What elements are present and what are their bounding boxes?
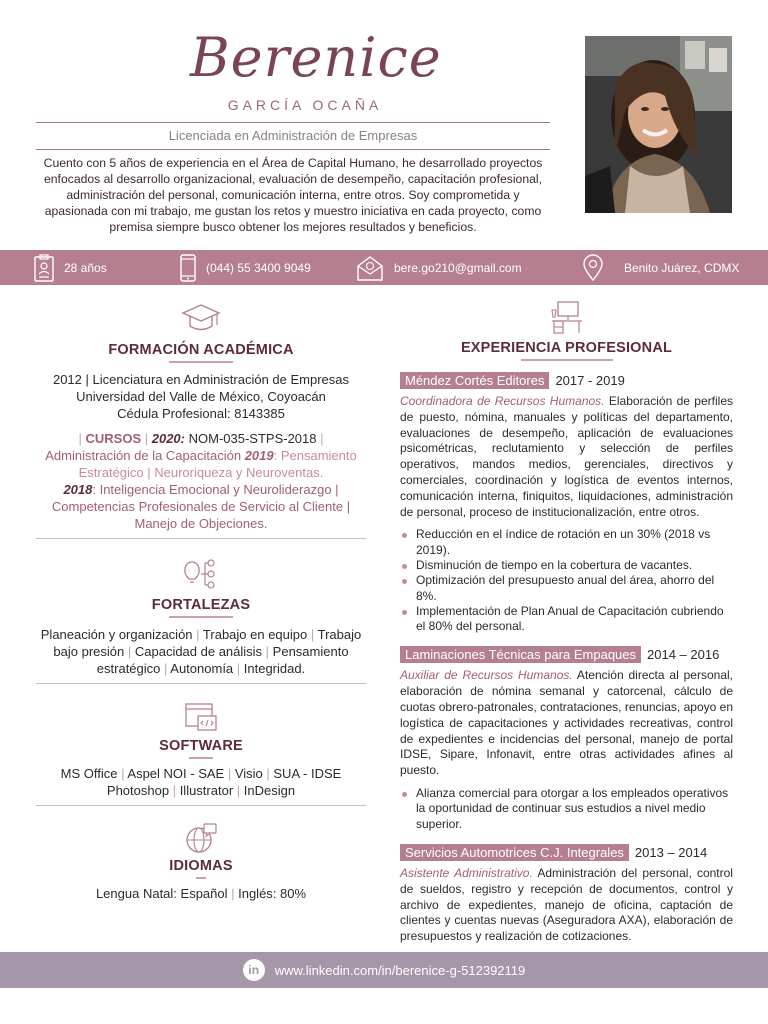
course-2019-list: : Pensamiento Estratégico | Neuroriqueza y Neuroventas.	[78, 448, 357, 480]
job-role: Asistente Administrativo.	[400, 865, 533, 880]
location-text: Benito Juárez, CDMX	[624, 260, 740, 275]
strength-item: Trabajo en equipo	[202, 627, 308, 642]
strengths-list: Planeación y organización | Trabajo en equipo | Trabajo bajo presión | Capacidad de análisis | Pensamiento estratégico | Autonomía | Integridad.	[40, 627, 362, 676]
achievement-item: Disminución de tiempo en la cobertura de vacantes.	[400, 558, 733, 573]
email-icon	[356, 255, 384, 281]
contact-location	[582, 250, 739, 285]
course-year-2019: 2019	[244, 448, 274, 463]
job-description	[400, 866, 733, 945]
id-card-icon	[34, 254, 54, 282]
contact-age	[34, 250, 107, 285]
profile-summary: Cuento con 5 años de experiencia en el Área de Capital Humano, he desarrollado proyectos enfocados al desarrollo organizacional, evaluación de desempeño, capacitación profesional, administración del personal, comunicación interna, entre otros. Soy comprometida y apasionada con mi trabajo, me gustan los retos y muestro iniciativa en cada proyecto, como premisa siempre busco obtener los mejores resultados y beneficios.	[43, 156, 543, 235]
education-courses: | CURSOS | 2020: NOM-035-STPS-2018 | Administración de la Capacitación 2019: Pensamiento Estratégico | Neuroriqueza y Neuroventas. 2018: Inteligencia Emocional y Neuroliderazgo | Competencias Profesionales de Servicio al Cliente | Manejo de Objeciones.	[36, 430, 366, 532]
software-item: Photoshop	[106, 783, 170, 798]
strength-item: Pensamiento estratégico	[96, 644, 349, 676]
title-underline	[189, 757, 213, 759]
cedula-line: Cédula Profesional: 8143385	[117, 406, 285, 421]
strength-item: Integridad.	[243, 661, 306, 676]
phone-text: (044) 55 3400 9049	[206, 260, 311, 275]
achievement-item: Implementación de Plan Anual de Capacitación cubriendo el 80% del personal.	[400, 604, 733, 635]
profile-photo	[585, 36, 732, 213]
section-separator	[36, 538, 366, 539]
education-title: FORMACIÓN ACADÉMICA	[108, 342, 294, 358]
language-native: Lengua Natal: Español	[95, 886, 228, 901]
lightbulb-network-icon	[181, 557, 221, 591]
job-desc-text: Elaboración de perfiles de puesto, nómina, manuales y políticas del departamento, evaluaciones de desempeño, aplicación de evaluaciones psicométricas, reclutamiento y selección de perfiles operativos, mandos medios, gerenciales, directivos y comerciales, coordinación y logística de eventos internos, comunicación interna, finiquitos, liquidaciones, administración de personal, proceso de institucionalización, entre otros.	[400, 394, 733, 519]
contact-phone[interactable]	[180, 250, 311, 285]
degree-line: 2012 | Licenciatura en Administración de Empresas	[52, 372, 350, 387]
code-window-icon	[184, 702, 218, 734]
education-degree	[36, 371, 366, 422]
linkedin-icon: in	[243, 959, 265, 981]
experience-title: EXPERIENCIA PROFESIONAL	[460, 340, 673, 356]
job-role: Auxiliar de Recursos Humanos.	[400, 668, 573, 683]
job-years: 2017 - 2019	[555, 373, 625, 388]
software-item: Illustrator	[179, 783, 234, 798]
section-separator	[36, 805, 366, 806]
location-pin-icon	[582, 254, 604, 282]
software-list: MS Office | Aspel NOI - SAE | Visio | SUA - IDSE Photoshop | Illustrator | InDesign	[60, 766, 342, 798]
achievement-item: Optimización del presupuesto anual del área, ahorro del 8%.	[400, 573, 733, 604]
title-underline	[196, 877, 206, 879]
divider	[36, 149, 550, 150]
last-name: GARCÍA OCAÑA	[227, 97, 383, 113]
job-entry	[400, 372, 733, 634]
course-year-2020: 2020:	[151, 431, 185, 446]
linkedin-footer	[0, 952, 768, 988]
linkedin-link[interactable]: www.linkedin.com/in/berenice-g-512392119	[274, 962, 526, 978]
achievement-item: Alianza comercial para otorgar a los empleados operativos la oportunidad de continuar sus estudios a nivel medio superior.	[400, 786, 733, 832]
job-description	[400, 668, 733, 779]
course-nom035: NOM-035-STPS-2018	[188, 431, 317, 446]
software-title: SOFTWARE	[159, 738, 243, 754]
job-header	[400, 372, 733, 389]
strength-item: Autonomía	[170, 661, 234, 676]
job-entry	[400, 844, 733, 945]
first-name: Berenice	[190, 26, 442, 89]
age-text: 28 años	[64, 260, 107, 275]
globe-chat-icon	[184, 822, 218, 854]
software-item: Visio	[234, 766, 263, 781]
software-item: InDesign	[243, 783, 296, 798]
languages-list: Lengua Natal: Español | Inglés: 80%	[95, 886, 307, 901]
job-header	[400, 646, 733, 663]
desk-workspace-icon	[550, 300, 584, 336]
resume-header	[0, 0, 768, 250]
languages-title: IDIOMAS	[169, 858, 233, 874]
strength-item: Capacidad de análisis	[134, 644, 263, 659]
strength-item: Planeación y organización	[40, 627, 193, 642]
contact-bar	[0, 250, 768, 285]
job-role: Coordinadora de Recursos Humanos.	[400, 394, 605, 408]
job-company: Servicios Automotrices C.J. Integrales	[400, 844, 629, 861]
university-line: Universidad del Valle de México, Coyoacán	[76, 389, 326, 404]
graduation-cap-icon	[181, 300, 221, 336]
courses-label: CURSOS	[85, 431, 142, 446]
job-company: Laminaciones Técnicas para Empaques	[400, 646, 641, 663]
title-underline	[169, 361, 233, 363]
software-item: SUA - IDSE	[273, 766, 342, 781]
course-2018-list: : Inteligencia Emocional y Neuroliderazgo |	[92, 482, 339, 497]
contact-email[interactable]	[356, 250, 522, 285]
course-admin-cap: Administración de la Capacitación	[45, 448, 242, 463]
job-achievements	[400, 786, 733, 832]
job-desc-text: Administración del personal, control de sueldos, registro y recepción de documentos, control y archivo de expedientes, manejo de oficina, captación de clientes y cuentas nuevas (Aseguradora AXA), elaboración de presupuestos y realización de cotizaciones.	[400, 865, 733, 944]
language-english: Inglés: 80%	[238, 886, 307, 901]
right-column	[400, 300, 733, 945]
left-column	[36, 300, 366, 902]
course-year-2018: 2018	[63, 482, 93, 497]
job-years: 2014 – 2016	[647, 647, 720, 663]
job-company: Méndez Cortés Editores	[400, 372, 549, 389]
phone-icon	[180, 254, 196, 282]
job-achievements	[400, 527, 733, 634]
software-item: MS Office	[60, 766, 118, 781]
job-years: 2013 – 2014	[634, 844, 708, 860]
title-underline	[521, 359, 613, 361]
divider	[36, 122, 550, 123]
job-desc-text: Atención directa al personal, elaboración de nómina semanal y catorcenal, cálculo de cuotas obrero-patronales, contrataciones, renuncias, apoyo en logística de capacitaciones y actividades recreativas, control de expedientes e incidencias del personal, manejo de portal IDSE, Sipare, Infonavit, entre otras actividades afines al puesto.	[400, 668, 733, 778]
strength-item: Trabajo bajo presión	[53, 627, 362, 659]
strengths-title: FORTALEZAS	[151, 597, 251, 613]
software-item: Aspel NOI - SAE	[127, 766, 225, 781]
job-description	[400, 394, 733, 520]
course-objeciones: Manejo de Objeciones.	[134, 516, 268, 531]
title-underline	[169, 616, 233, 618]
professional-title: Licenciada en Administración de Empresas	[168, 128, 418, 143]
course-competencias: Competencias Profesionales de Servicio al Cliente |	[51, 499, 351, 514]
section-separator	[36, 683, 366, 684]
job-entry	[400, 646, 733, 831]
email-text: bere.go210@gmail.com	[394, 260, 522, 275]
job-header	[400, 844, 733, 861]
achievement-item: Reducción en el índice de rotación en un 30% (2018 vs 2019).	[400, 527, 733, 558]
